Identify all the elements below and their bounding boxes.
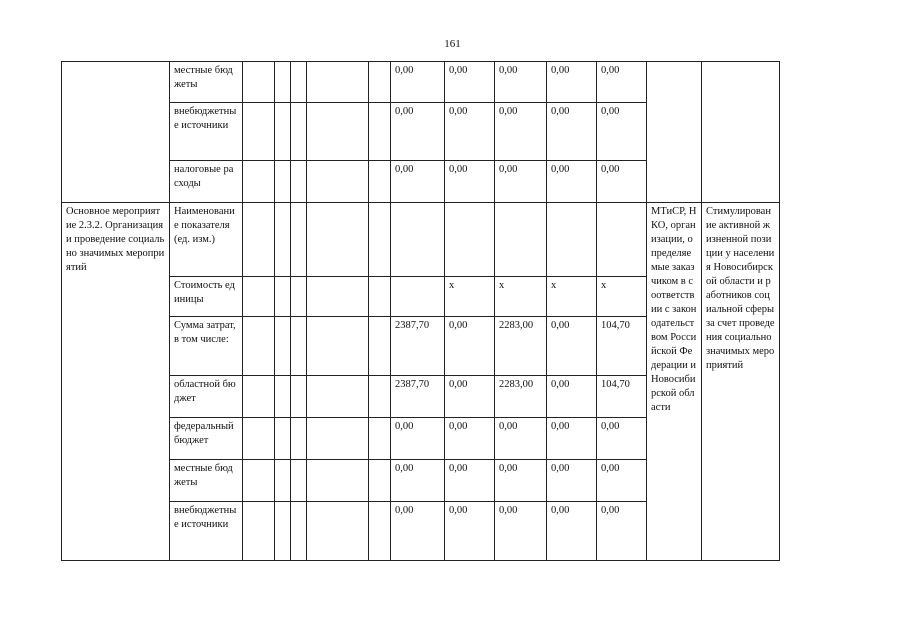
value-cell: 104,70: [597, 317, 647, 376]
empty-cell: [243, 376, 275, 418]
row-label: Сумма затрат, в том числе:: [170, 317, 243, 376]
value-cell: 0,00: [547, 103, 597, 161]
value-cell: 0,00: [597, 460, 647, 502]
value-cell: x: [495, 277, 547, 317]
value-cell: 2387,70: [391, 376, 445, 418]
value-cell: 104,70: [597, 376, 647, 418]
page-number: 161: [444, 38, 461, 50]
program-table: [61, 61, 877, 561]
executor-cell: МТиСР, НКО, организации, определяемые заказчиком в соответствии с законодательством Российской Федерации и Новосибирской области: [647, 203, 702, 561]
empty-cell: [275, 418, 291, 460]
value-cell: 0,00: [597, 161, 647, 203]
empty-cell: [243, 317, 275, 376]
empty-cell: [369, 277, 391, 317]
empty-cell: [275, 376, 291, 418]
empty-cell: [243, 460, 275, 502]
value-cell: 2283,00: [495, 376, 547, 418]
empty-cell: [307, 203, 369, 277]
empty-cell: [307, 103, 369, 161]
value-cell: 0,00: [445, 376, 495, 418]
row-label: налоговые расходы: [170, 161, 243, 203]
value-cell: 0,00: [495, 460, 547, 502]
empty-cell: [275, 161, 291, 203]
value-cell: 0,00: [597, 502, 647, 561]
table-row: [62, 62, 877, 103]
empty-cell: [369, 502, 391, 561]
value-cell: 0,00: [547, 161, 597, 203]
value-cell: 0,00: [391, 460, 445, 502]
empty-cell: [275, 460, 291, 502]
empty-cell: [369, 161, 391, 203]
empty-cell: [291, 103, 307, 161]
measure-cell-empty: [62, 62, 170, 203]
empty-cell: [307, 376, 369, 418]
empty-cell: [291, 376, 307, 418]
empty-cell: [307, 418, 369, 460]
row-label: федеральный бюджет: [170, 418, 243, 460]
empty-cell: [369, 418, 391, 460]
result-cell-empty: [702, 62, 780, 203]
value-cell: 0,00: [495, 103, 547, 161]
value-cell: 0,00: [391, 62, 445, 103]
empty-cell: [275, 317, 291, 376]
empty-cell: [291, 62, 307, 103]
value-cell: 0,00: [597, 103, 647, 161]
value-cell: 0,00: [445, 62, 495, 103]
empty-cell: [369, 460, 391, 502]
value-cell: [445, 203, 495, 277]
empty-cell: [243, 418, 275, 460]
empty-cell: [291, 460, 307, 502]
empty-cell: [243, 62, 275, 103]
value-cell: 0,00: [445, 502, 495, 561]
empty-cell: [307, 317, 369, 376]
empty-cell: [275, 203, 291, 277]
value-cell: 0,00: [445, 317, 495, 376]
value-cell: [391, 277, 445, 317]
empty-cell: [243, 277, 275, 317]
empty-cell: [275, 103, 291, 161]
empty-cell: [291, 277, 307, 317]
value-cell: x: [445, 277, 495, 317]
row-label: внебюджетные источники: [170, 502, 243, 561]
empty-cell: [291, 161, 307, 203]
value-cell: 0,00: [445, 103, 495, 161]
empty-cell: [243, 103, 275, 161]
empty-cell: [275, 277, 291, 317]
value-cell: 2283,00: [495, 317, 547, 376]
value-cell: 0,00: [495, 418, 547, 460]
empty-cell: [291, 418, 307, 460]
executor-cell-empty: [647, 62, 702, 203]
value-cell: [391, 203, 445, 277]
value-cell: 0,00: [547, 460, 597, 502]
row-label: Наименование показателя (ед. изм.): [170, 203, 243, 277]
value-cell: 0,00: [547, 418, 597, 460]
empty-cell: [275, 502, 291, 561]
value-cell: 0,00: [597, 62, 647, 103]
value-cell: [495, 203, 547, 277]
empty-cell: [369, 203, 391, 277]
empty-cell: [369, 62, 391, 103]
empty-cell: [307, 62, 369, 103]
value-cell: 0,00: [391, 103, 445, 161]
value-cell: 0,00: [391, 161, 445, 203]
empty-cell: [369, 317, 391, 376]
empty-cell: [369, 376, 391, 418]
value-cell: 0,00: [445, 161, 495, 203]
value-cell: 2387,70: [391, 317, 445, 376]
empty-cell: [369, 103, 391, 161]
empty-cell: [243, 502, 275, 561]
result-cell: Стимулирование активной жизненной позиции у населения Новосибирской области и работников социальной сферы за счет проведения социально значимых мероприятий: [702, 203, 780, 561]
value-cell: 0,00: [547, 62, 597, 103]
value-cell: 0,00: [445, 460, 495, 502]
value-cell: [547, 203, 597, 277]
value-cell: x: [597, 277, 647, 317]
empty-cell: [307, 460, 369, 502]
value-cell: 0,00: [495, 502, 547, 561]
row-label: местные бюджеты: [170, 62, 243, 103]
empty-cell: [243, 161, 275, 203]
empty-cell: [307, 502, 369, 561]
row-label: областной бюджет: [170, 376, 243, 418]
value-cell: [597, 203, 647, 277]
value-cell: 0,00: [495, 62, 547, 103]
value-cell: 0,00: [597, 418, 647, 460]
empty-cell: [291, 203, 307, 277]
row-label: местные бюджеты: [170, 460, 243, 502]
value-cell: 0,00: [445, 418, 495, 460]
empty-cell: [291, 317, 307, 376]
value-cell: 0,00: [547, 317, 597, 376]
value-cell: 0,00: [391, 502, 445, 561]
value-cell: 0,00: [547, 376, 597, 418]
value-cell: 0,00: [547, 502, 597, 561]
row-label: Стоимость единицы: [170, 277, 243, 317]
value-cell: 0,00: [391, 418, 445, 460]
empty-cell: [307, 161, 369, 203]
empty-cell: [243, 203, 275, 277]
table-row: [62, 203, 877, 277]
measure-name: Основное мероприятие 2.3.2. Организация и проведение социально значимых мероприятий: [62, 203, 170, 561]
empty-cell: [291, 502, 307, 561]
empty-cell: [275, 62, 291, 103]
empty-cell: [307, 277, 369, 317]
value-cell: 0,00: [495, 161, 547, 203]
row-label: внебюджетные источники: [170, 103, 243, 161]
value-cell: x: [547, 277, 597, 317]
